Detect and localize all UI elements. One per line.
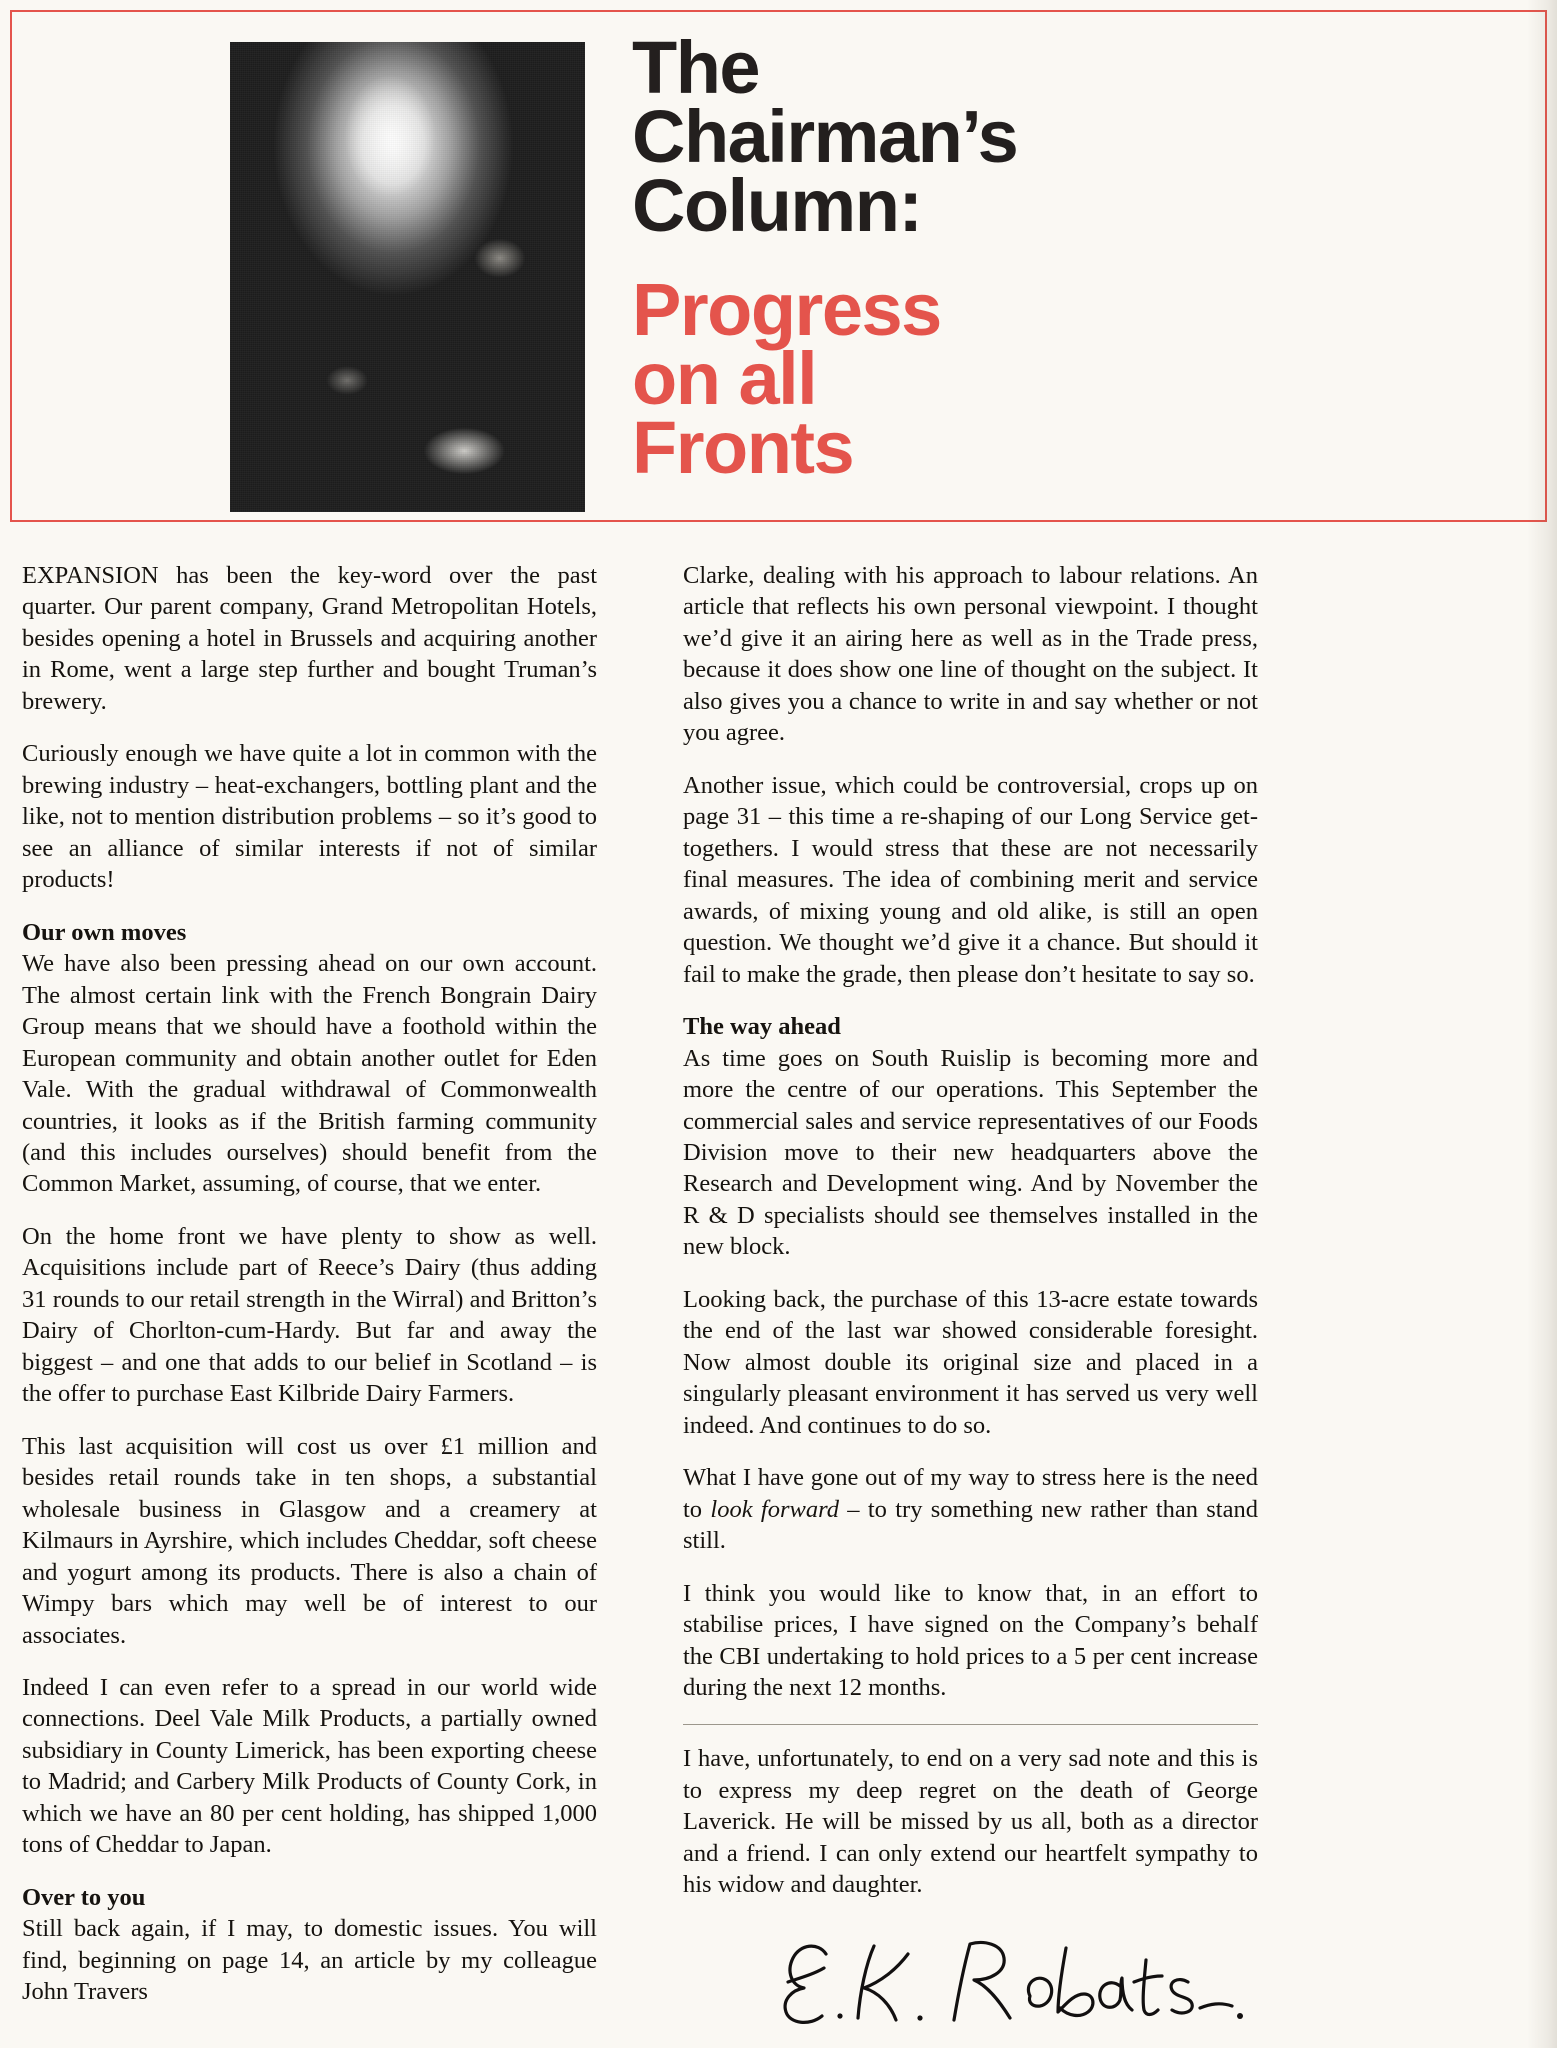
- photo-image: [230, 42, 585, 512]
- paragraph-expansion: EXPANSION has been the key-word over the past quarter. Our parent company, Grand Metropolitan Hotels, besides opening a hotel in Brussels and acquiring another in Rome, went a large step further and bought Truman’s brewery.: [22, 562, 597, 715]
- paragraph-own-account: We have also been pressing ahead on our own account. The almost certain link with the French Bongrain Dairy Group means that we should have a foothold within the European community and obtain another outlet for Eden Vale. With the gradual withdrawal of Commonwealth countries, it looks as if the British farming community (and this includes ourselves) should benefit from the Common Market, assuming, of course, that we enter.: [22, 950, 597, 1198]
- paragraph-look-forward: [683, 1462, 1258, 1556]
- paragraph-cbi-prices: I think you would like to know that, in an effort to stabilise prices, I have signed on the Company’s behalf the CBI undertaking to hold prices to a 5 per cent increase during the next 12 months.: [683, 1579, 1258, 1701]
- article-columns: [22, 560, 1537, 2030]
- headline-line-3: Column:: [632, 163, 922, 247]
- section-divider-rule: [683, 1724, 1258, 1725]
- headline-line-2: Chairman’s: [632, 94, 1018, 178]
- paragraph-home-front: On the home front we have plenty to show as well. Acquisitions include part of Reece’s Dairy (thus adding 31 rounds to our retail strength in the Wirral) and Britton’s Dairy of Chorlton-cum-Hardy. But far and away the biggest – and one that adds to our belief in Scotland – is the offer to purchase East Kilbride Dairy Farmers.: [22, 1222, 597, 1408]
- paragraph-domestic-issues: Still back again, if I may, to domestic issues. You will find, beginning on page 14, an article by my colleague John Travers: [22, 1915, 597, 2006]
- subheadline-line-1: Progress: [632, 268, 941, 352]
- chairman-photo: [230, 42, 585, 512]
- headline-line-1: The: [632, 26, 760, 109]
- masthead-block: [10, 10, 1547, 522]
- signature-ink-icon: [748, 1920, 1248, 2040]
- paragraph-world-wide: Indeed I can even refer to a spread in our world wide connections. Deel Vale Milk Products, a partially owned subsidiary in County Limerick, has been exporting cheese to Madrid; and Carbery Milk Products of County Cork, in which we have an 80 per cent holding, has shipped 1,000 tons of Cheddar to Japan.: [22, 1674, 597, 1859]
- subheadline-line-3: Fronts: [632, 406, 854, 490]
- subheadline-line-2: on all: [632, 337, 817, 421]
- right-column: [683, 560, 1258, 2030]
- left-column: [22, 560, 597, 2030]
- paragraph-south-ruislip: As time goes on South Ruislip is becoming more and more the centre of our operations. This September the commercial sales and service representatives of our Foods Division move to their new headquarters above the Research and Development wing. And by November the R & D specialists should see themselves installed in the new block.: [683, 1044, 1258, 1261]
- look-forward-pre: What I have gone out of my way to stress here is the need to: [683, 1464, 1258, 1523]
- headline-group: [632, 26, 1532, 490]
- paragraph-sad-note: I have, unfortunately, to end on a very sad note and this is to express my deep regret on the death of George Laverick. He will be missed by us all, both as a director and a friend. I can only extend our heartfelt sympathy to his widow and daughter.: [683, 1745, 1258, 1899]
- subheading-over-to-you: Over to you: [22, 1883, 146, 1911]
- paragraph-clarke: Clarke, dealing with his approach to labour relations. An article that reflects his own personal viewpoint. I thought we’d give it an airing here as well as in the Trade press, because it does show one line of thought on the subject. It also gives you a chance to write in and say whether or not you agree.: [683, 562, 1258, 747]
- subheading-the-way-ahead: The way ahead: [683, 1013, 841, 1041]
- paragraph-acquisition-cost: This last acquisition will cost us over £1 million and besides retail rounds take in ten shops, a substantial wholesale business in Glasgow and a creamery at Kilmaurs in Ayrshire, which includes Cheddar, soft cheese and yogurt among its products. There is also a chain of Wimpy bars which may well be of interest to our associates.: [22, 1432, 597, 1649]
- section-over-to-you: [22, 1882, 597, 2008]
- look-forward-post: – to try something new rather than stand still.: [683, 1495, 1258, 1555]
- chairman-signature: [748, 1920, 1248, 2040]
- paragraph-brewing: Curiously enough we have quite a lot in common with the brewing industry – heat-exchangers, bottling plant and the like, not to mention distribution problems – so it’s good to see an alliance of similar interests if not of similar products!: [22, 740, 597, 894]
- paragraph-long-service: Another issue, which could be controversial, crops up on page 31 – this time a re-shaping of our Long Service get-togethers. I would stress that these are not necessarily final measures. The idea of combining merit and service awards, of mixing young and old alike, is still an open question. We thought we’d give it a chance. But should it fail to make the grade, then please don’t hesitate to say so.: [683, 771, 1258, 988]
- subheading-our-own-moves: Our own moves: [22, 918, 187, 946]
- section-the-way-ahead: [683, 1011, 1258, 1263]
- paragraph-looking-back: Looking back, the purchase of this 13-acre estate towards the end of the last war showed considerable foresight. Now almost double its original size and placed in a singularly pleasant environment it has served us very well indeed. And continues to do so.: [683, 1285, 1258, 1439]
- section-our-own-moves: [22, 917, 597, 1200]
- look-forward-italic: look forward: [710, 1495, 839, 1523]
